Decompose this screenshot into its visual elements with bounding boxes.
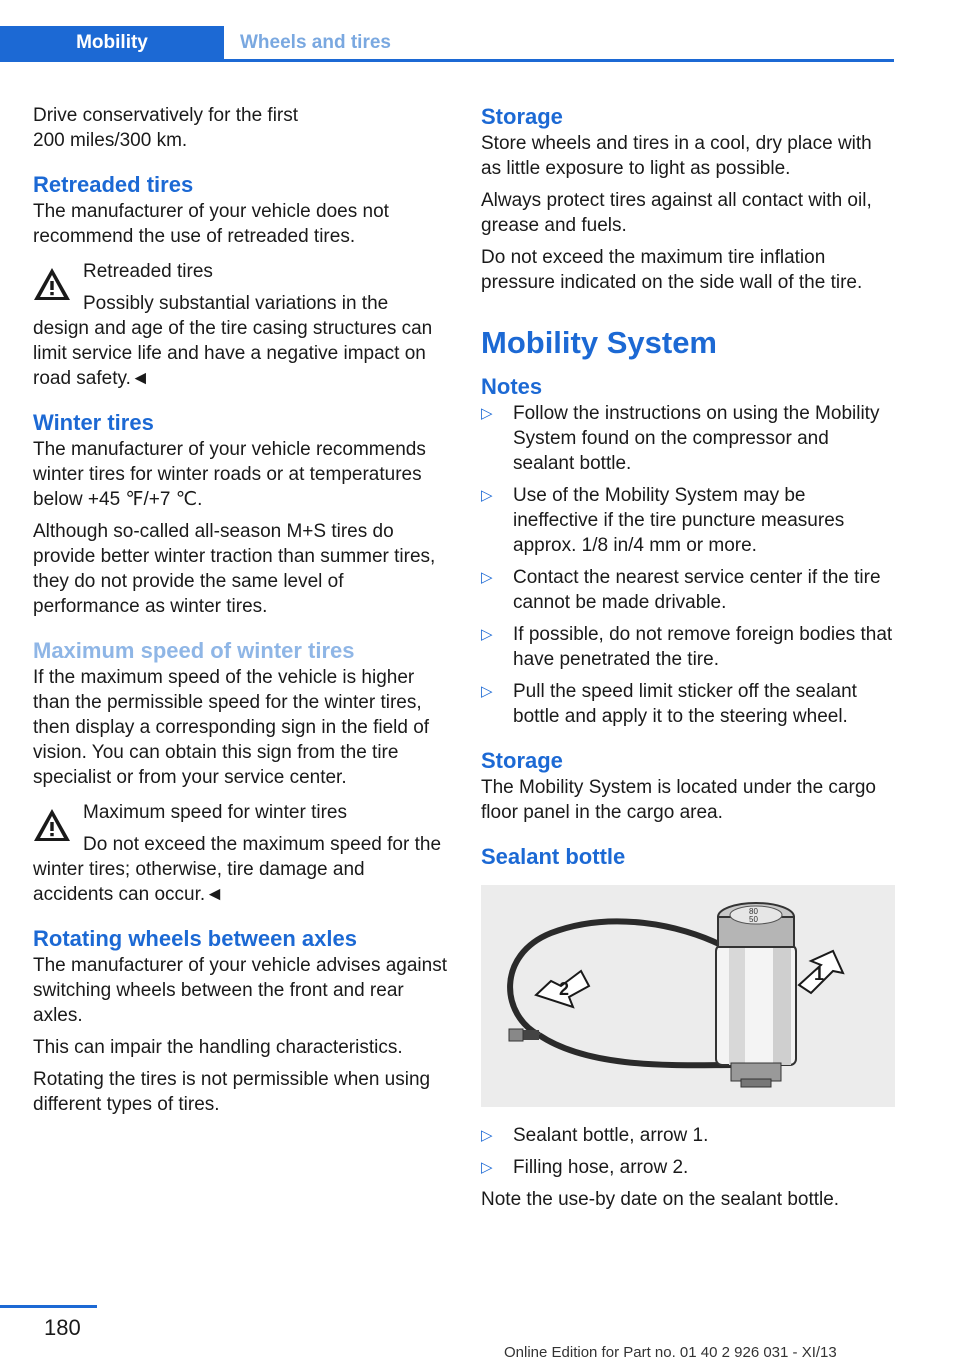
- bullet-icon: ▷: [481, 1127, 493, 1144]
- sealant-bottle-figure: [481, 885, 895, 1107]
- sealant-heading: Sealant bottle: [481, 844, 626, 869]
- retreaded-warning: [33, 259, 447, 391]
- list-item: ▷ Contact the nearest service center if the tire cannot be made drivable.: [481, 567, 881, 613]
- warning-triangle-icon: [33, 267, 71, 301]
- rotating-text-1: The manufacturer of your vehicle advises against switching wheels between the front and rear axles.: [33, 955, 447, 1026]
- arrow-1-icon: [799, 951, 843, 993]
- storage-text-1: Store wheels and tires in a cool, dry place with as little exposure to light as possible.: [481, 133, 872, 179]
- retreaded-section: [33, 171, 447, 391]
- bullet-icon: ▷: [481, 626, 493, 643]
- list-item: ▷ Sealant bottle, arrow 1.: [481, 1125, 709, 1146]
- svg-text:2: 2: [559, 979, 570, 999]
- warning-triangle-icon: [33, 808, 71, 842]
- header-rule: [0, 59, 894, 62]
- notes-section: [481, 373, 895, 729]
- page-header: [0, 26, 894, 62]
- notes-heading: Notes: [481, 374, 543, 399]
- winter-text-1: The manufacturer of your vehicle recommends winter tires for winter roads or at temperatures below +45 ℉/+7 ℃.: [33, 439, 426, 510]
- section-tab[interactable]: Wheels and tires: [240, 32, 391, 53]
- bullet-icon: ▷: [481, 569, 493, 586]
- storage-text-2: Always protect tires against all contact with oil, grease and fuels.: [481, 190, 872, 236]
- rotating-text-2: This can impair the handling characteristics.: [33, 1037, 403, 1058]
- edition-text: Online Edition for Part no. 01 40 2 926 031 - XI/13: [504, 1344, 837, 1361]
- retreaded-text: The manufacturer of your vehicle does not recommend the use of retreaded tires.: [33, 201, 389, 247]
- notes-list: [481, 401, 895, 729]
- cap-label-bottom: 50: [749, 915, 758, 924]
- list-item: ▷ If possible, do not remove foreign bodies that have penetrated the tire.: [481, 624, 893, 670]
- svg-text:1: 1: [814, 964, 825, 984]
- list-item: ▷ Use of the Mobility System may be ineffective if the tire puncture measures approx. 1/8 in/4 mm or more.: [481, 485, 845, 556]
- winter-text-2: Although so-called all-season M+S tires do provide better winter traction than summer tires, they do not provide the same level of performance as winter tires.: [33, 521, 436, 617]
- left-column: [33, 103, 447, 1124]
- storage-heading: Storage: [481, 104, 563, 129]
- bullet-icon: ▷: [481, 1159, 493, 1176]
- list-item: ▷ Pull the speed limit sticker off the sealant bottle and apply it to the steering wheel.: [481, 681, 857, 727]
- maxspeed-heading: Maximum speed of winter tires: [33, 638, 355, 663]
- bullet-icon: ▷: [481, 683, 493, 700]
- sealant-section: [481, 843, 895, 1212]
- storage2-text: The Mobility System is located under the cargo floor panel in the cargo area.: [481, 777, 876, 823]
- list-item: ▷ Follow the instructions on using the Mobility System found on the compressor and sealant bottle.: [481, 403, 880, 474]
- sealant-bottle-illustration: [481, 885, 895, 1107]
- maxspeed-warning: [33, 800, 447, 907]
- winter-heading: Winter tires: [33, 410, 154, 435]
- page-number: 180: [44, 1315, 81, 1340]
- rotating-section: [33, 925, 447, 1117]
- retreaded-heading: Retreaded tires: [33, 172, 194, 197]
- mobility-system-heading: Mobility System: [481, 325, 717, 360]
- bullet-icon: ▷: [481, 487, 493, 504]
- storage2-heading: Storage: [481, 748, 563, 773]
- sealant-list: [481, 1123, 895, 1180]
- sealant-note: Note the use-by date on the sealant bottle.: [481, 1189, 840, 1210]
- arrow-2-icon: [536, 971, 589, 1007]
- bullet-icon: ▷: [481, 405, 493, 422]
- warning-text: Do not exceed the maximum speed for the winter tires; otherwise, tire damage and accidents can occur.◄: [33, 834, 442, 905]
- rotating-heading: Rotating wheels between axles: [33, 926, 357, 951]
- maxspeed-section: [33, 637, 447, 907]
- right-column: [481, 103, 895, 1219]
- maxspeed-text: If the maximum speed of the vehicle is higher than the permissible speed for the winter tires, then display a corresponding sign in the field of vision. You can obtain this sign from the tire specialist or from your service center.: [33, 667, 430, 788]
- footer-rule: [0, 1305, 97, 1308]
- warning-text: Possibly substantial variations in the design and age of the tire casing structures can limit service life and have a negative impact on road safety.◄: [33, 293, 433, 389]
- warning-title: Maximum speed for winter tires: [83, 802, 347, 823]
- rotating-text-3: Rotating the tires is not permissible when using different types of tires.: [33, 1069, 431, 1115]
- chapter-tab[interactable]: Mobility: [0, 26, 224, 59]
- warning-title: Retreaded tires: [83, 261, 213, 282]
- storage2-section: [481, 747, 895, 825]
- storage-text-3: Do not exceed the maximum tire inflation pressure indicated on the side wall of the tire.: [481, 247, 863, 293]
- cap-label-top: 80: [749, 907, 758, 916]
- intro-text: Drive conservatively for the first 200 miles/300 km.: [33, 105, 299, 151]
- list-item: ▷ Filling hose, arrow 2.: [481, 1157, 689, 1178]
- winter-section: [33, 409, 447, 619]
